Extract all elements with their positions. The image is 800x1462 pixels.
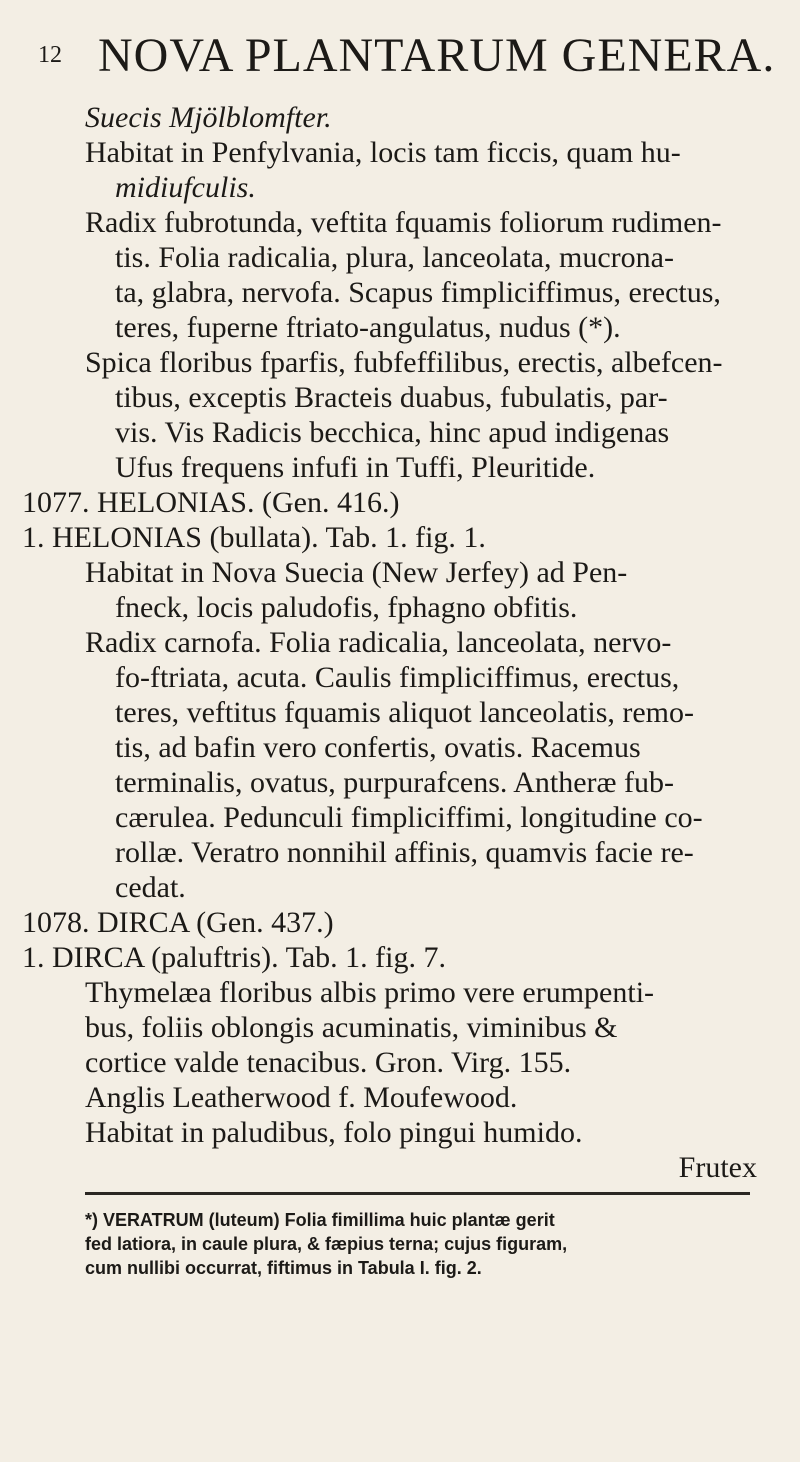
text-line: teres, veftitus fquamis aliquot lanceolatis, remo- [115,696,694,729]
text-line: cedat. [115,871,186,904]
text-line: teres, fuperne ftriato-angulatus, nudus (*). [115,311,621,344]
text-line: tibus, exceptis Bracteis duabus, fubulatis, par- [115,381,668,414]
main-text [22,100,775,1185]
text-line: terminalis, ovatus, purpurafcens. Antheræ fub- [115,766,675,799]
text-line: bus, foliis oblongis acuminatis, viminibus & [85,1011,618,1044]
footnote-line: fed latiora, in caule plura, & fæpius terna; cujus figuram, [85,1234,568,1254]
entry-heading: 1078. DIRCA (Gen. 437.) [22,906,334,939]
text-line: rollæ. Veratro nonnihil affinis, quamvis facie re- [115,836,694,869]
text-line: Thymelæa floribus albis primo vere erumpenti- [85,976,655,1009]
text-line: midiufculis. [115,171,256,204]
species-heading: 1. DIRCA (paluftris). Tab. 1. fig. 7. [22,941,446,974]
text-line: tis, ad bafin vero confertis, ovatis. Racemus [115,731,641,764]
entry-heading: 1077. HELONIAS. (Gen. 416.) [22,486,400,519]
text-line: tis. Folia radicalia, plura, lanceolata, mucrona- [115,241,674,274]
species-heading: 1. HELONIAS (bullata). Tab. 1. fig. 1. [22,521,486,554]
page-number: 12 [38,42,62,68]
text-line: fneck, locis paludofis, fphagno obfitis. [115,591,578,624]
page-header [38,28,778,88]
text-line: Suecis Mjölblomfter. [85,101,332,134]
text-line: cærulea. Pedunculi fimpliciffimi, longitudine co- [115,801,703,834]
catchword: Frutex [678,1151,757,1184]
text-line: Habitat in Penfylvania, locis tam ficcis, quam hu- [85,136,681,169]
text-line: Radix carnofa. Folia radicalia, lanceolata, nervo- [85,626,672,659]
text-line: Spica floribus fparfis, fubfeffilibus, erectis, albefcen- [85,346,723,379]
text-line: cortice valde tenacibus. Gron. Virg. 155. [85,1046,572,1079]
running-head: NOVA PLANTARUM GENERA. [98,29,776,82]
footnote-line: cum nullibi occurrat, fiftimus in Tabula I. fig. 2. [85,1258,482,1278]
text-line: vis. Vis Radicis becchica, hinc apud indigenas [115,416,670,449]
text-line: fo-ftriata, acuta. Caulis fimpliciffimus, erectus, [115,661,680,694]
footnote [85,1208,755,1280]
text-line: Habitat in Nova Suecia (New Jerfey) ad Pen- [85,556,628,589]
footnote-line: *) VERATRUM (luteum) Folia fimillima huic plantæ gerit [85,1210,555,1230]
text-line: Habitat in paludibus, folo pingui humido. [85,1116,583,1149]
footnote-rule [85,1192,750,1195]
text-line: Anglis Leatherwood f. Moufewood. [85,1081,518,1114]
text-line: ta, glabra, nervofa. Scapus fimpliciffimus, erectus, [115,276,721,309]
text-line: Ufus frequens infufi in Tuffi, Pleuritide. [115,451,596,484]
text-line: Radix fubrotunda, veftita fquamis foliorum rudimen- [85,206,722,239]
